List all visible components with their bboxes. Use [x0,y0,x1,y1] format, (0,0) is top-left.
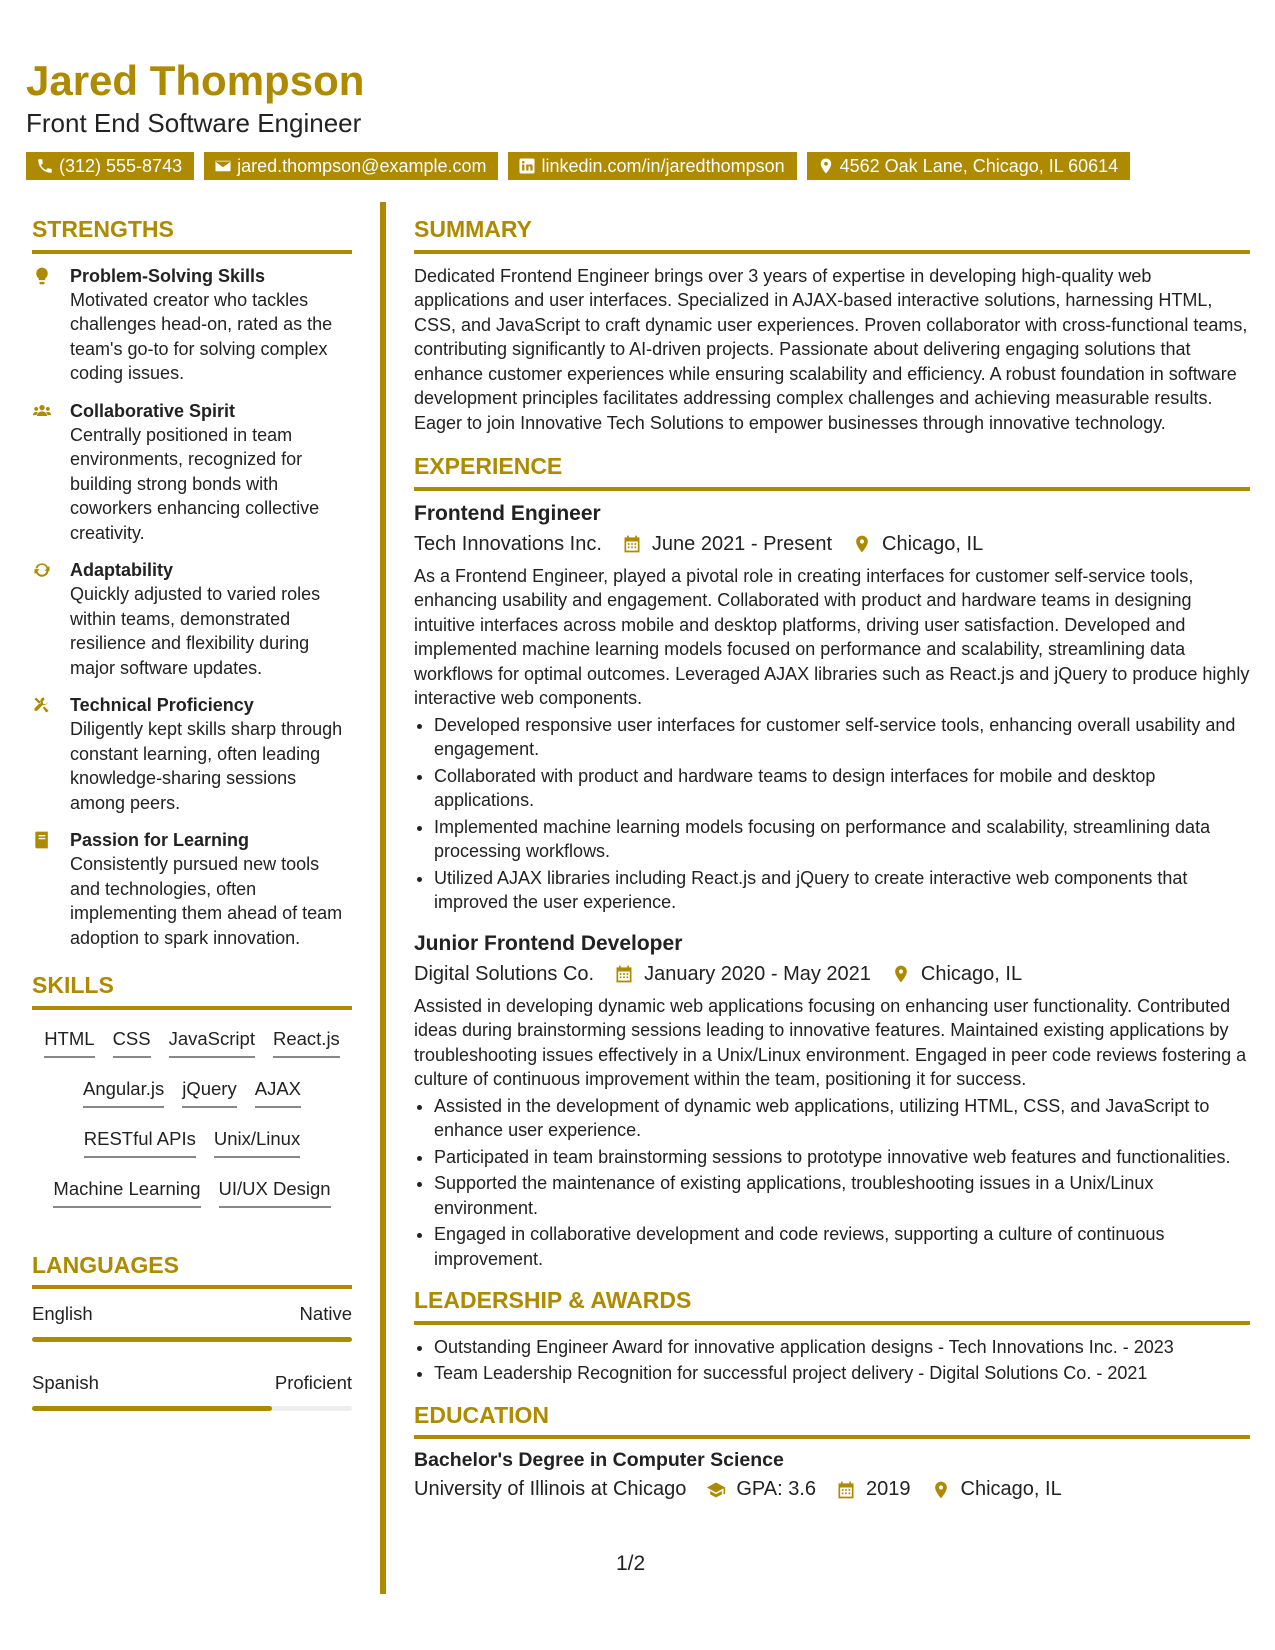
strength-desc: Consistently pursued new tools and technologies, often implementing them ahead of team adoption to spark innovation. [70,854,343,948]
job-bullet: • Supported the maintenance of existing applications, troubleshooting issues in a Unix/Linux environment. [434,1171,1250,1220]
education-school: University of Illinois at Chicago [414,1478,687,1501]
awards-list [414,1335,1250,1386]
job-bullet: • Collaborated with product and hardware teams to design interfaces for mobile and desktop applications. [434,764,1250,813]
language-item [32,1372,352,1411]
address-chip [807,152,1131,180]
awards-heading: LEADERSHIP & AWARDS [414,1287,1250,1325]
page-number: 1/2 [616,1552,646,1575]
right-column [414,216,1250,1509]
job-bullets [414,713,1250,915]
left-column [32,216,352,1441]
map-pin-icon [817,157,835,175]
job-description: As a Frontend Engineer, played a pivotal role in creating interfaces for customer self-service tools, enhancing usability and engagement. Collaborated with product and hardware teams in designing intuitive interfaces across mobile and desktop platforms, driving user satisfaction. Developed and implemented machine learning models focused on performance and scalability, streamlining data workflows for optimal outcomes. Leveraged AJAX libraries such as React.js and jQuery to produce highly interactive web components. [414,565,1250,709]
map-pin-icon [891,964,911,984]
strength-title: Problem-Solving Skills [70,265,266,286]
award-item: • Outstanding Engineer Award for innovative application designs - Tech Innovations Inc. - 2023 [434,1335,1250,1360]
language-level-bar [32,1337,352,1342]
language-level: Native [299,1303,352,1325]
skills-heading: SKILLS [32,972,352,1010]
users-icon [32,401,52,421]
strength-desc: Motivated creator who tackles challenges head-on, rated as the team's go-to for solving complex coding issues. [70,289,333,384]
education-meta [414,1478,1250,1501]
job-bullets [414,1094,1250,1272]
award-item: • Team Leadership Recognition for successful project delivery - Digital Solutions Co. - 2021 [434,1361,1250,1386]
skill-tag: JavaScript [169,1028,255,1058]
strength-title: Collaborative Spirit [70,400,236,421]
skill-tag: CSS [113,1028,151,1058]
sync-icon [32,560,52,580]
strength-title: Adaptability [70,560,174,581]
skill-tag: Unix/Linux [214,1128,300,1158]
language-name: Spanish [32,1372,99,1394]
strength-item [32,558,352,680]
education-heading: EDUCATION [414,1402,1250,1440]
linkedin-icon [518,157,536,175]
experience-heading: EXPERIENCE [414,453,1250,491]
calendar-icon [614,964,634,984]
candidate-title: Front End Software Engineer [26,108,362,139]
summary-heading: SUMMARY [414,216,1250,254]
strength-item [32,693,352,815]
skill-tag: Machine Learning [53,1178,200,1208]
language-level-fill [32,1337,352,1342]
tools-icon [32,695,52,715]
education-year: 2019 [866,1478,911,1501]
candidate-name: Jared Thompson [26,57,365,104]
job-bullet: • Engaged in collaborative development and code reviews, supporting a culture of continuous improvement. [434,1222,1250,1271]
calendar-icon [622,534,642,554]
job-bullet: • Participated in team brainstorming sessions to prototype innovative web features and functionalities. [434,1145,1250,1170]
strengths-list [32,264,352,951]
linkedin-text: linkedin.com/in/jaredthompson [541,156,785,176]
strength-item [32,399,352,546]
job-role: Frontend Engineer [414,501,601,525]
strength-item [32,264,352,386]
job-role: Junior Frontend Developer [414,931,683,955]
education-entry [414,1449,1250,1501]
strength-title: Passion for Learning [70,830,250,851]
email-text: jared.thompson@example.com [237,156,487,176]
job-description: Assisted in developing dynamic web applications focusing on enhancing user functionality. Contributed ideas during brainstorming sessions leading to innovative features. Maintained existing applications by troubleshooting issues effectively in a Unix/Linux environment. Engaged in peer code reviews fostering a culture of continuous improvement within the team, positioning it for success. [414,995,1247,1090]
lightbulb-icon [32,266,52,286]
strength-title: Technical Proficiency [70,695,254,716]
skill-tag: React.js [273,1028,340,1058]
skills-list [32,1020,352,1222]
contact-bar [26,152,1130,180]
strength-desc: Quickly adjusted to varied roles within teams, demonstrated resilience and flexibility during major software updates. [70,584,321,678]
education-gpa: GPA: 3.6 [736,1478,817,1501]
skill-tag: UI/UX Design [219,1178,331,1208]
job-bullet: • Developed responsive user interfaces for customer self-service tools, enhancing overall usability and engagement. [434,713,1250,762]
phone-text: (312) 555-8743 [59,156,183,176]
skill-tag: RESTful APIs [84,1128,196,1158]
resume-header [26,58,364,139]
phone-chip[interactable] [26,152,194,180]
linkedin-chip[interactable] [508,152,796,180]
skill-tag: Angular.js [83,1078,164,1108]
job-meta [414,963,1250,986]
job-bullet: • Utilized AJAX libraries including React.js and jQuery to create interactive web components that improved the user experience. [434,866,1250,915]
strengths-heading: STRENGTHS [32,216,352,254]
language-name: English [32,1303,93,1325]
skill-tag: AJAX [255,1078,301,1108]
graduation-cap-icon [706,1480,726,1500]
column-divider [380,202,386,1594]
job-entry [414,501,1250,915]
job-bullet: • Implemented machine learning models focusing on performance and scalability, streamlining data processing workflows. [434,815,1250,864]
skill-tag: jQuery [182,1078,237,1108]
strength-item [32,828,352,950]
job-company: Digital Solutions Co. [414,962,595,985]
envelope-icon [214,157,232,175]
address-text: 4562 Oak Lane, Chicago, IL 60614 [839,156,1119,176]
map-pin-icon [931,1480,951,1500]
job-location: Chicago, IL [920,962,1023,985]
phone-icon [36,157,54,175]
map-pin-icon [852,534,872,554]
job-location: Chicago, IL [882,532,984,555]
email-chip[interactable] [204,152,498,180]
strength-desc: Centrally positioned in team environments, recognized for building strong bonds with coworkers enhancing collective creativity. [70,424,320,543]
education-location: Chicago, IL [960,1478,1062,1501]
job-company: Tech Innovations Inc. [414,532,602,555]
strength-desc: Diligently kept skills sharp through constant learning, often leading knowledge-sharing sessions among peers. [70,719,343,813]
education-degree: Bachelor's Degree in Computer Science [414,1449,784,1472]
language-level-fill [32,1406,272,1411]
calendar-icon [836,1480,856,1500]
language-level: Proficient [274,1372,352,1394]
language-item [32,1303,352,1342]
job-dates: June 2021 - Present [651,532,833,555]
job-meta [414,533,1250,556]
skill-tag: HTML [44,1028,94,1058]
language-level-bar [32,1406,352,1411]
job-bullet: • Assisted in the development of dynamic web applications, utilizing HTML, CSS, and JavaScript to enhance user experience. [434,1094,1250,1143]
summary-text: Dedicated Frontend Engineer brings over 3 years of expertise in developing high-quality web applications and user interfaces. Specialized in AJAX-based interactive solutions, harnessing HTML, CSS, and JavaScript to craft dynamic user experiences. Proven collaborator with cross-functional teams, contributing significantly to AI-driven projects. Passionate about delivering engaging solutions that enhance customer experiences while ensuring scalability and efficiency. A robust foundation in software development principles facilitates addressing complex challenges and achieving measurable results. Eager to join Innovative Tech Solutions to empower businesses through innovative technology. [414,265,1248,433]
job-dates: January 2020 - May 2021 [644,962,871,985]
languages-heading: LANGUAGES [32,1252,352,1290]
job-entry [414,931,1250,1272]
book-icon [32,830,52,850]
